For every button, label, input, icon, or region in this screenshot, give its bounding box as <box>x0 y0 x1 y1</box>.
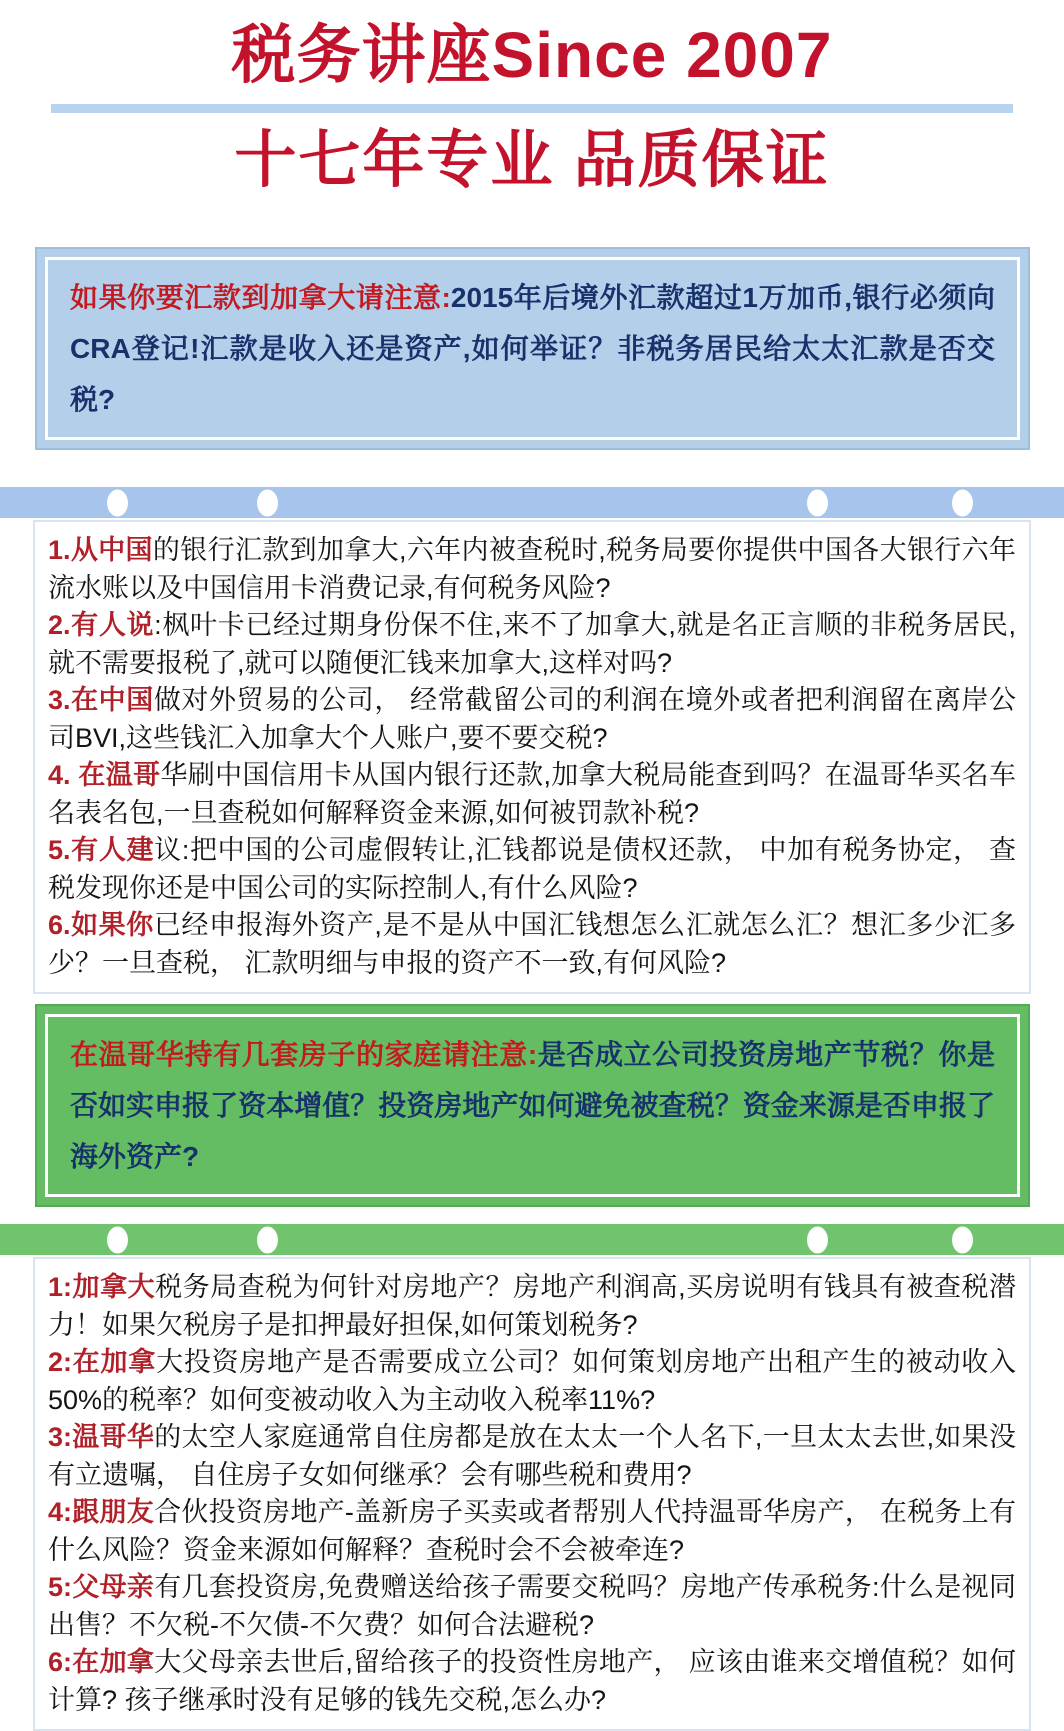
green-notice-text <box>45 1014 1020 1197</box>
item-number-lead: 2.有人说 <box>48 610 155 640</box>
item-text: 已经申报海外资产,是不是从中国汇钱想怎么汇就怎么汇？想汇多少汇多少？一旦查税， 汇款明细与申报的资产不一致,有何风险? <box>48 910 1016 978</box>
blue-notice-box <box>35 247 1030 450</box>
item-text: 议:把中国的公司虚假转让,汇钱都说是债权还款， 中加有税务协定， 查税发现你还是中国公司的实际控制人,有什么风险? <box>48 835 1016 903</box>
list-item <box>48 607 1016 682</box>
item-text: :枫叶卡已经过期身份保不住,来不了加拿大,就是名正言顺的非税务居民,就不需要报税了,就可以随便汇钱来加拿大,这样对吗? <box>48 610 1016 678</box>
item-text: 做对外贸易的公司， 经常截留公司的利润在境外或者把利润留在离岸公司BVI,这些钱汇入加拿大个人账户,要不要交税? <box>48 685 1016 753</box>
item-number-lead: 4:跟朋友 <box>48 1497 155 1527</box>
blue-notice-body: 2015年后境外汇款超过1万加币,银行必须向CRA登记!汇款是收入还是资产,如何举证？非税务居民给太太汇款是否交税? <box>70 282 995 415</box>
ribbon-dot <box>807 1226 828 1253</box>
item-number-lead: 3:温哥华 <box>48 1422 155 1452</box>
page-title: 税务讲座Since 2007 <box>231 19 833 91</box>
title-underline <box>51 104 1013 113</box>
green-notice-lead: 在温哥华持有几套房子的家庭请注意: <box>70 1039 538 1070</box>
list-item <box>48 1494 1016 1569</box>
item-number-lead: 3.在中国 <box>48 685 154 715</box>
item-text: 的银行汇款到加拿大,六年内被查税时,税务局要你提供中国各大银行六年流水账以及中国信用卡消费记录,有何税务风险? <box>48 535 1016 603</box>
list-item <box>48 832 1016 907</box>
item-text: 的太空人家庭通常自住房都是放在太太一个人名下,一旦太太去世,如果没有立遗嘱， 自住房子女如何继承？会有哪些税和费用? <box>48 1422 1016 1490</box>
ribbon-dot <box>107 489 128 516</box>
item-number-lead: 5.有人建 <box>48 835 155 865</box>
ribbon-dot <box>952 1226 973 1253</box>
ribbon-dot <box>952 489 973 516</box>
green-notice-box <box>35 1004 1030 1207</box>
list-item <box>48 757 1016 832</box>
list-item <box>48 682 1016 757</box>
item-text: 税务局查税为何针对房地产？房地产利润高,买房说明有钱具有被查税潜力！如果欠税房子是扣押最好担保,如何策划税务? <box>48 1272 1016 1340</box>
list-item <box>48 907 1016 982</box>
list-item <box>48 1419 1016 1494</box>
ribbon-dot <box>257 1226 278 1253</box>
ribbon-dot <box>257 489 278 516</box>
item-number-lead: 1.从中国 <box>48 535 153 565</box>
header <box>0 0 1064 203</box>
item-number-lead: 6.如果你 <box>48 910 154 940</box>
page-subtitle: 十七年专业 品质保证 <box>234 126 830 195</box>
ribbon-dot <box>807 489 828 516</box>
item-text: 有几套投资房,免费赠送给孩子需要交税吗？房地产传承税务:什么是视同出售？不欠税-不欠债-不欠费？如何合法避税? <box>48 1572 1016 1640</box>
item-text: 华刷中国信用卡从国内银行还款,加拿大税局能查到吗？在温哥华买名车名表名包,一旦查税如何解释资金来源,如何被罚款补税? <box>48 760 1016 828</box>
item-number-lead: 2:在加拿 <box>48 1347 157 1377</box>
blue-notice-lead: 如果你要汇款到加拿大请注意: <box>70 282 451 313</box>
item-text: 大父母亲去世后,留给孩子的投资性房地产， 应该由谁来交增值税？如何计算? 孩子继承时没有足够的钱先交税,怎么办? <box>48 1647 1016 1715</box>
blue-ribbon <box>0 487 1064 518</box>
item-number-lead: 6:在加拿 <box>48 1647 155 1677</box>
list-item <box>48 1344 1016 1419</box>
list-item <box>48 1644 1016 1719</box>
item-text: 合伙投资房地产-盖新房子买卖或者帮别人代持温哥华房产， 在税务上有什么风险？资金来源如何解释？查税时会不会被牵连? <box>48 1497 1016 1565</box>
item-number-lead: 5:父母亲 <box>48 1572 155 1602</box>
green-notice-body: 是否成立公司投资房地产节税？你是否如实申报了资本增值？投资房地产如何避免被查税？资金来源是否申报了海外资产? <box>70 1039 995 1172</box>
list-item <box>48 532 1016 607</box>
list-item <box>48 1569 1016 1644</box>
ribbon-dot <box>107 1226 128 1253</box>
item-number-lead: 4. 在温哥 <box>48 760 161 790</box>
item-text: 大投资房地产是否需要成立公司？如何策划房地产出租产生的被动收入50%的税率？如何变被动收入为主动收入税率11%? <box>48 1347 1017 1415</box>
item-number-lead: 1:加拿大 <box>48 1272 156 1302</box>
blue-notice-text <box>45 257 1020 440</box>
question-list-remittance <box>33 520 1031 994</box>
green-ribbon <box>0 1224 1064 1255</box>
list-item <box>48 1269 1016 1344</box>
